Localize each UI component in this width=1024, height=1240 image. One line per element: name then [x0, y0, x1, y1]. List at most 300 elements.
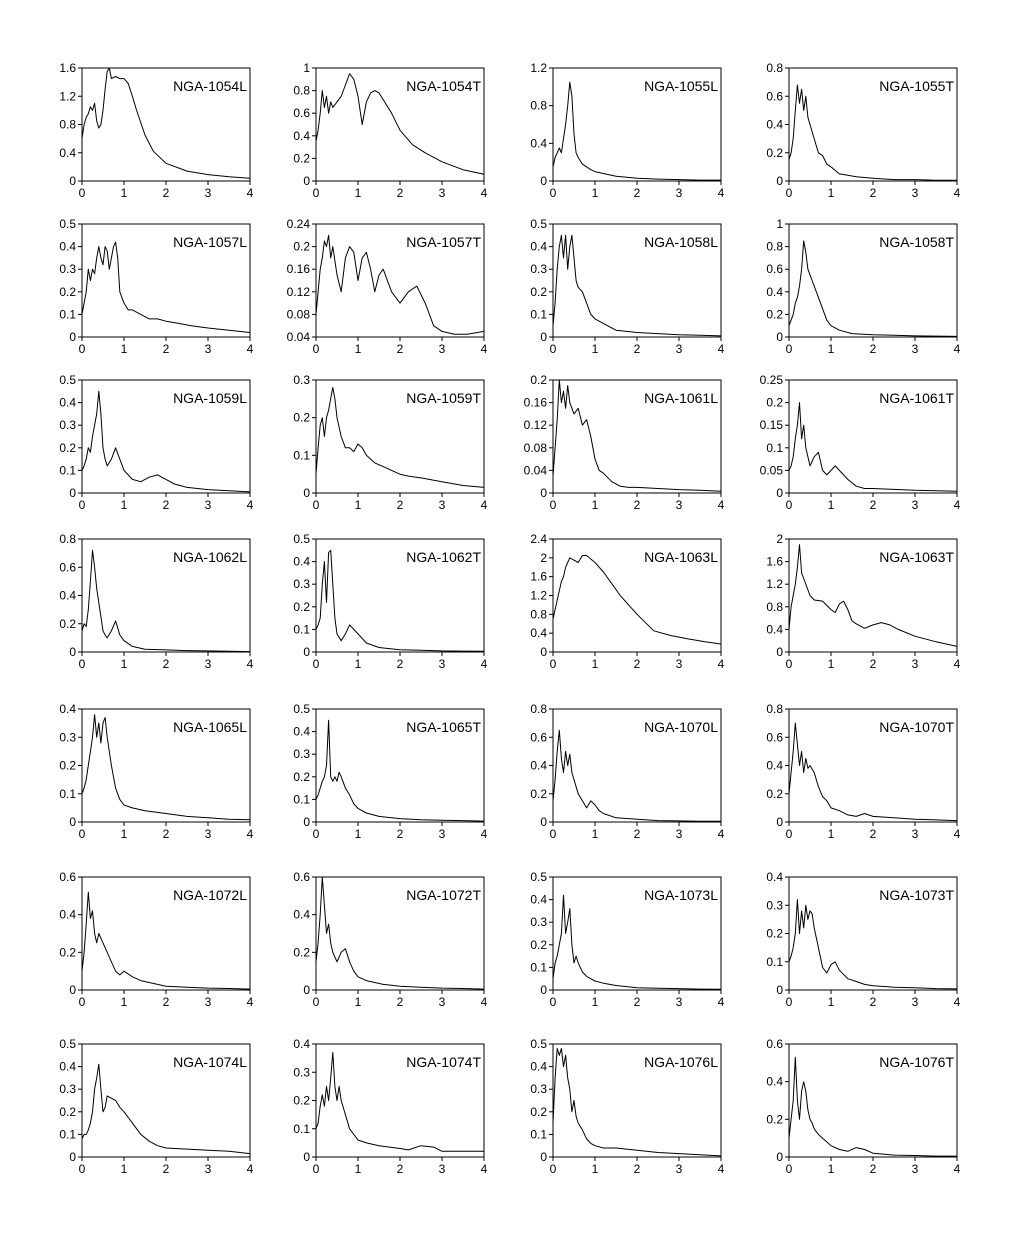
y-tick-label: 0.2 — [766, 307, 783, 322]
x-tick-label: 4 — [246, 186, 254, 200]
x-tick-label: 4 — [480, 342, 488, 356]
x-tick-label: 2 — [869, 1162, 877, 1176]
panel-title: NGA-1055L — [644, 78, 718, 94]
y-tick-label: 2 — [540, 550, 547, 565]
y-tick-label: 0.8 — [59, 532, 76, 546]
series-line — [82, 550, 250, 651]
panel-title: NGA-1059T — [406, 390, 481, 406]
x-tick-label: 0 — [312, 342, 320, 356]
y-tick-label: 0 — [776, 486, 783, 500]
chart-panel — [59, 702, 253, 841]
x-tick-label: 3 — [675, 498, 683, 512]
panel-title: NGA-1058T — [879, 234, 954, 250]
series-line — [316, 235, 484, 334]
x-tick-label: 3 — [911, 1162, 919, 1176]
y-tick-label: 0.3 — [293, 747, 310, 762]
x-tick-label: 2 — [162, 657, 170, 671]
y-tick-label: 0 — [69, 486, 76, 500]
y-tick-label: 0.2 — [293, 599, 310, 614]
x-tick-label: 1 — [354, 186, 362, 200]
y-tick-label: 0 — [69, 174, 76, 188]
y-tick-label: 1.2 — [530, 61, 547, 75]
chart-panel — [59, 61, 253, 200]
x-tick-label: 2 — [396, 657, 404, 671]
chart-panel — [59, 532, 253, 671]
x-tick-label: 0 — [78, 186, 86, 200]
y-tick-label: 2 — [776, 532, 783, 546]
y-tick-label: 0.4 — [293, 1037, 310, 1051]
chart-panel — [293, 870, 487, 1009]
y-tick-label: 0.3 — [59, 418, 76, 433]
panel-title: NGA-1054T — [406, 78, 481, 94]
y-tick-label: 0 — [303, 983, 310, 997]
series-line — [316, 550, 484, 651]
chart-panel — [59, 870, 253, 1009]
x-tick-label: 0 — [549, 827, 557, 841]
y-tick-label: 0.4 — [530, 239, 547, 254]
x-tick-label: 0 — [78, 342, 86, 356]
x-tick-label: 3 — [911, 657, 919, 671]
y-tick-label: 0.1 — [293, 448, 310, 463]
y-tick-label: 0.1 — [530, 1127, 547, 1142]
y-tick-label: 0.3 — [530, 915, 547, 930]
y-tick-label: 0.6 — [766, 1037, 783, 1051]
y-tick-label: 0.2 — [59, 945, 76, 960]
y-tick-label: 0 — [303, 815, 310, 829]
chart-panel — [293, 532, 487, 671]
panel-title: NGA-1076L — [644, 1054, 718, 1070]
x-tick-label: 2 — [162, 342, 170, 356]
y-tick-label: 0.4 — [59, 395, 76, 410]
x-tick-label: 2 — [869, 186, 877, 200]
series-line — [553, 730, 721, 821]
x-tick-label: 0 — [549, 498, 557, 512]
panel-title: NGA-1070T — [879, 719, 954, 735]
x-tick-label: 4 — [246, 657, 254, 671]
x-tick-label: 3 — [911, 498, 919, 512]
x-tick-label: 4 — [953, 827, 961, 841]
y-tick-label: 0.6 — [293, 870, 310, 884]
x-tick-label: 3 — [204, 342, 212, 356]
y-tick-label: 0 — [540, 645, 547, 659]
x-tick-label: 1 — [591, 342, 599, 356]
x-tick-label: 3 — [438, 827, 446, 841]
y-tick-label: 0.8 — [530, 702, 547, 716]
y-tick-label: 0.2 — [530, 373, 547, 387]
y-tick-label: 0.2 — [293, 1093, 310, 1108]
y-tick-label: 1 — [303, 61, 310, 75]
x-tick-label: 2 — [633, 186, 641, 200]
y-tick-label: 0.16 — [286, 262, 310, 277]
y-tick-label: 0.3 — [530, 262, 547, 277]
x-tick-label: 4 — [480, 498, 488, 512]
chart-panel — [530, 1037, 724, 1176]
y-tick-label: 0.3 — [59, 730, 76, 745]
y-tick-label: 0.6 — [293, 106, 310, 121]
y-tick-label: 1.6 — [59, 61, 76, 75]
x-tick-label: 1 — [827, 995, 835, 1009]
y-tick-label: 0.2 — [530, 1104, 547, 1119]
x-tick-label: 3 — [204, 498, 212, 512]
y-tick-label: 0.2 — [530, 284, 547, 299]
y-tick-label: 0.8 — [530, 607, 547, 622]
y-tick-label: 0.5 — [293, 532, 310, 546]
chart-panel — [766, 702, 960, 841]
panel-title: NGA-1061T — [879, 390, 954, 406]
x-tick-label: 4 — [953, 1162, 961, 1176]
x-tick-label: 2 — [396, 498, 404, 512]
chart-panel — [59, 1037, 253, 1176]
y-tick-label: 0 — [69, 1150, 76, 1164]
chart-panel — [766, 532, 960, 671]
x-tick-label: 0 — [312, 186, 320, 200]
panel-title: NGA-1062L — [173, 549, 247, 565]
y-tick-label: 0.4 — [766, 870, 783, 884]
y-tick-label: 0 — [776, 1150, 783, 1164]
panel-title: NGA-1057T — [406, 234, 481, 250]
y-tick-label: 0 — [776, 983, 783, 997]
panel-title: NGA-1072T — [406, 887, 481, 903]
x-tick-label: 1 — [354, 342, 362, 356]
y-tick-label: 0.04 — [523, 463, 547, 478]
x-tick-label: 4 — [953, 498, 961, 512]
x-tick-label: 3 — [911, 995, 919, 1009]
panel-title: NGA-1073T — [879, 887, 954, 903]
x-tick-label: 0 — [785, 342, 793, 356]
y-tick-label: 0.2 — [766, 395, 783, 410]
x-tick-label: 2 — [869, 995, 877, 1009]
x-tick-label: 1 — [591, 657, 599, 671]
x-tick-label: 3 — [438, 1162, 446, 1176]
x-tick-label: 4 — [246, 498, 254, 512]
chart-panel — [287, 217, 488, 356]
x-tick-label: 0 — [78, 995, 86, 1009]
y-tick-label: 0.4 — [766, 1074, 783, 1089]
y-tick-label: 0 — [776, 645, 783, 659]
y-tick-label: 0.2 — [59, 758, 76, 773]
x-tick-label: 0 — [549, 186, 557, 200]
x-tick-label: 3 — [911, 342, 919, 356]
y-tick-label: 0.5 — [530, 1037, 547, 1051]
series-line — [789, 241, 957, 337]
x-tick-label: 2 — [396, 1162, 404, 1176]
x-tick-label: 2 — [162, 186, 170, 200]
y-tick-label: 0.3 — [530, 1082, 547, 1097]
x-tick-label: 1 — [354, 1162, 362, 1176]
panel-title: NGA-1058L — [644, 234, 718, 250]
y-tick-label: 0.3 — [59, 1082, 76, 1097]
panel-title: NGA-1063L — [644, 549, 718, 565]
y-tick-label: 0.08 — [523, 440, 547, 455]
x-tick-label: 2 — [869, 827, 877, 841]
x-tick-label: 0 — [785, 498, 793, 512]
x-tick-label: 2 — [869, 498, 877, 512]
series-line — [789, 723, 957, 821]
panel-title: NGA-1072L — [173, 887, 247, 903]
x-tick-label: 4 — [246, 342, 254, 356]
panel-title: NGA-1070L — [644, 719, 718, 735]
series-line — [82, 1064, 250, 1153]
y-tick-label: 1.2 — [766, 577, 783, 592]
x-tick-label: 2 — [396, 342, 404, 356]
series-line — [316, 720, 484, 821]
y-tick-label: 1.2 — [530, 588, 547, 603]
x-tick-label: 1 — [120, 1162, 128, 1176]
y-tick-label: 0.2 — [766, 926, 783, 941]
x-tick-label: 2 — [162, 1162, 170, 1176]
panel-title: NGA-1059L — [173, 390, 247, 406]
y-tick-label: 0.1 — [766, 440, 783, 455]
x-tick-label: 2 — [633, 827, 641, 841]
x-tick-label: 0 — [312, 498, 320, 512]
y-tick-label: 0.2 — [766, 145, 783, 160]
x-tick-label: 1 — [827, 1162, 835, 1176]
x-tick-label: 3 — [438, 498, 446, 512]
y-tick-label: 0.4 — [530, 136, 547, 151]
y-tick-label: 0.3 — [293, 577, 310, 592]
x-tick-label: 0 — [78, 657, 86, 671]
y-tick-label: 0.25 — [759, 373, 783, 387]
series-line — [553, 895, 721, 989]
x-tick-label: 3 — [438, 342, 446, 356]
x-tick-label: 4 — [717, 657, 725, 671]
y-tick-label: 0 — [303, 645, 310, 659]
x-tick-label: 1 — [120, 342, 128, 356]
x-tick-label: 3 — [675, 186, 683, 200]
x-tick-label: 1 — [591, 186, 599, 200]
chart-panel — [530, 61, 724, 200]
y-tick-label: 0.1 — [293, 1121, 310, 1136]
y-tick-label: 0.5 — [59, 373, 76, 387]
x-tick-label: 3 — [675, 342, 683, 356]
x-tick-label: 1 — [120, 498, 128, 512]
y-tick-label: 0.5 — [293, 702, 310, 716]
y-tick-label: 0.4 — [293, 128, 310, 143]
series-line — [789, 900, 957, 989]
chart-panel — [530, 702, 724, 841]
y-tick-label: 0.8 — [293, 83, 310, 98]
y-tick-label: 0.2 — [59, 440, 76, 455]
x-tick-label: 4 — [480, 827, 488, 841]
y-tick-label: 0.6 — [766, 730, 783, 745]
y-tick-label: 0 — [303, 174, 310, 188]
series-line — [82, 242, 250, 332]
x-tick-label: 3 — [438, 186, 446, 200]
x-tick-label: 4 — [953, 342, 961, 356]
chart-panel — [59, 373, 253, 512]
series-line — [82, 391, 250, 492]
y-tick-label: 0.2 — [293, 945, 310, 960]
y-tick-label: 0.2 — [293, 769, 310, 784]
y-tick-label: 0 — [540, 815, 547, 829]
y-tick-label: 0.4 — [293, 907, 310, 922]
x-tick-label: 3 — [675, 1162, 683, 1176]
y-tick-label: 0.2 — [530, 786, 547, 801]
x-tick-label: 4 — [717, 827, 725, 841]
chart-panel — [766, 870, 960, 1009]
y-tick-label: 1.2 — [59, 89, 76, 104]
y-tick-label: 0.4 — [530, 626, 547, 641]
x-tick-label: 0 — [549, 657, 557, 671]
y-tick-label: 0.8 — [766, 702, 783, 716]
x-tick-label: 1 — [827, 186, 835, 200]
y-tick-label: 0 — [776, 330, 783, 344]
y-tick-label: 0 — [303, 1150, 310, 1164]
series-line — [789, 403, 957, 492]
chart-panel — [59, 217, 253, 356]
y-tick-label: 0.4 — [293, 554, 310, 569]
series-line — [553, 235, 721, 336]
panel-title: NGA-1073L — [644, 887, 718, 903]
chart-panel — [760, 373, 961, 512]
x-tick-label: 2 — [162, 995, 170, 1009]
y-tick-label: 0.5 — [59, 217, 76, 231]
y-tick-label: 0 — [540, 330, 547, 344]
x-tick-label: 3 — [675, 995, 683, 1009]
panel-title: NGA-1055T — [879, 78, 954, 94]
x-tick-label: 1 — [827, 342, 835, 356]
panel-title: NGA-1065L — [173, 719, 247, 735]
x-tick-label: 2 — [633, 995, 641, 1009]
x-tick-label: 1 — [354, 657, 362, 671]
y-tick-label: 2.4 — [530, 532, 547, 546]
y-tick-label: 0.6 — [530, 730, 547, 745]
chart-panel — [530, 870, 724, 1009]
y-tick-label: 0.4 — [59, 1059, 76, 1074]
panel-title: NGA-1062T — [406, 549, 481, 565]
panel-title: NGA-1065T — [406, 719, 481, 735]
y-tick-label: 0.2 — [59, 284, 76, 299]
x-tick-label: 2 — [633, 342, 641, 356]
x-tick-label: 4 — [480, 657, 488, 671]
panel-title: NGA-1074T — [406, 1054, 481, 1070]
y-tick-label: 0 — [540, 983, 547, 997]
y-tick-label: 0.24 — [286, 217, 310, 231]
x-tick-label: 2 — [162, 827, 170, 841]
x-tick-label: 4 — [480, 186, 488, 200]
panel-title: NGA-1054L — [173, 78, 247, 94]
y-tick-label: 0 — [540, 174, 547, 188]
y-tick-label: 0.1 — [530, 960, 547, 975]
y-tick-label: 0.2 — [293, 239, 310, 254]
y-tick-label: 1 — [776, 217, 783, 231]
x-tick-label: 2 — [633, 657, 641, 671]
y-tick-label: 0 — [69, 330, 76, 344]
x-tick-label: 3 — [204, 657, 212, 671]
x-tick-label: 3 — [911, 186, 919, 200]
y-tick-label: 0.4 — [530, 758, 547, 773]
x-tick-label: 2 — [396, 995, 404, 1009]
x-tick-label: 3 — [675, 657, 683, 671]
x-tick-label: 2 — [869, 657, 877, 671]
x-tick-label: 4 — [717, 342, 725, 356]
x-tick-label: 2 — [396, 827, 404, 841]
x-tick-label: 2 — [396, 186, 404, 200]
y-tick-label: 0.4 — [59, 239, 76, 254]
x-tick-label: 0 — [785, 186, 793, 200]
y-tick-label: 0.12 — [286, 284, 310, 299]
x-tick-label: 3 — [204, 1162, 212, 1176]
y-tick-label: 0.2 — [530, 937, 547, 952]
y-tick-label: 0.1 — [59, 307, 76, 322]
y-tick-label: 0.8 — [766, 61, 783, 75]
x-tick-label: 1 — [591, 498, 599, 512]
x-tick-label: 4 — [717, 186, 725, 200]
y-tick-label: 0.4 — [766, 758, 783, 773]
y-tick-label: 0.04 — [286, 330, 310, 344]
x-tick-label: 4 — [717, 995, 725, 1009]
x-tick-label: 1 — [591, 827, 599, 841]
x-tick-label: 4 — [246, 1162, 254, 1176]
chart-panel — [766, 217, 960, 356]
x-tick-label: 3 — [438, 657, 446, 671]
series-line — [82, 892, 250, 989]
x-tick-label: 3 — [911, 827, 919, 841]
series-line — [789, 85, 957, 180]
y-tick-label: 0.2 — [59, 616, 76, 631]
x-tick-label: 0 — [312, 827, 320, 841]
y-tick-label: 0.4 — [293, 724, 310, 739]
x-tick-label: 1 — [120, 827, 128, 841]
x-tick-label: 0 — [312, 1162, 320, 1176]
panel-title: NGA-1057L — [173, 234, 247, 250]
x-tick-label: 1 — [354, 995, 362, 1009]
x-tick-label: 0 — [312, 657, 320, 671]
x-tick-label: 1 — [120, 995, 128, 1009]
y-tick-label: 0.1 — [766, 954, 783, 969]
x-tick-label: 1 — [591, 995, 599, 1009]
y-tick-label: 0.4 — [766, 117, 783, 132]
y-tick-label: 0.4 — [530, 1059, 547, 1074]
y-tick-label: 0.3 — [293, 1065, 310, 1080]
y-tick-label: 0 — [69, 815, 76, 829]
x-tick-label: 0 — [549, 1162, 557, 1176]
y-tick-label: 0.5 — [59, 1037, 76, 1051]
x-tick-label: 3 — [204, 186, 212, 200]
x-tick-label: 1 — [120, 657, 128, 671]
y-tick-label: 0 — [540, 486, 547, 500]
x-tick-label: 4 — [953, 186, 961, 200]
y-tick-label: 0.08 — [286, 307, 310, 322]
y-tick-label: 0.4 — [766, 622, 783, 637]
y-tick-label: 0.1 — [530, 307, 547, 322]
x-tick-label: 0 — [785, 1162, 793, 1176]
x-tick-label: 3 — [675, 827, 683, 841]
x-tick-label: 2 — [162, 498, 170, 512]
y-tick-label: 0 — [776, 815, 783, 829]
x-tick-label: 1 — [827, 657, 835, 671]
y-tick-label: 0.6 — [766, 89, 783, 104]
y-tick-label: 0.2 — [293, 151, 310, 166]
y-tick-label: 0.4 — [59, 145, 76, 160]
y-tick-label: 0 — [540, 1150, 547, 1164]
x-tick-label: 4 — [246, 827, 254, 841]
x-tick-label: 4 — [246, 995, 254, 1009]
chart-panel — [293, 373, 487, 512]
chart-panel — [766, 1037, 960, 1176]
y-tick-label: 0.8 — [530, 98, 547, 113]
y-tick-label: 0.2 — [766, 786, 783, 801]
y-tick-label: 0.3 — [59, 262, 76, 277]
x-tick-label: 2 — [633, 498, 641, 512]
y-tick-label: 0.2 — [293, 410, 310, 425]
series-line — [553, 82, 721, 180]
x-tick-label: 2 — [869, 342, 877, 356]
y-tick-label: 0 — [303, 486, 310, 500]
panel-title: NGA-1074L — [173, 1054, 247, 1070]
y-tick-label: 0.1 — [59, 463, 76, 478]
chart-panel — [530, 217, 724, 356]
